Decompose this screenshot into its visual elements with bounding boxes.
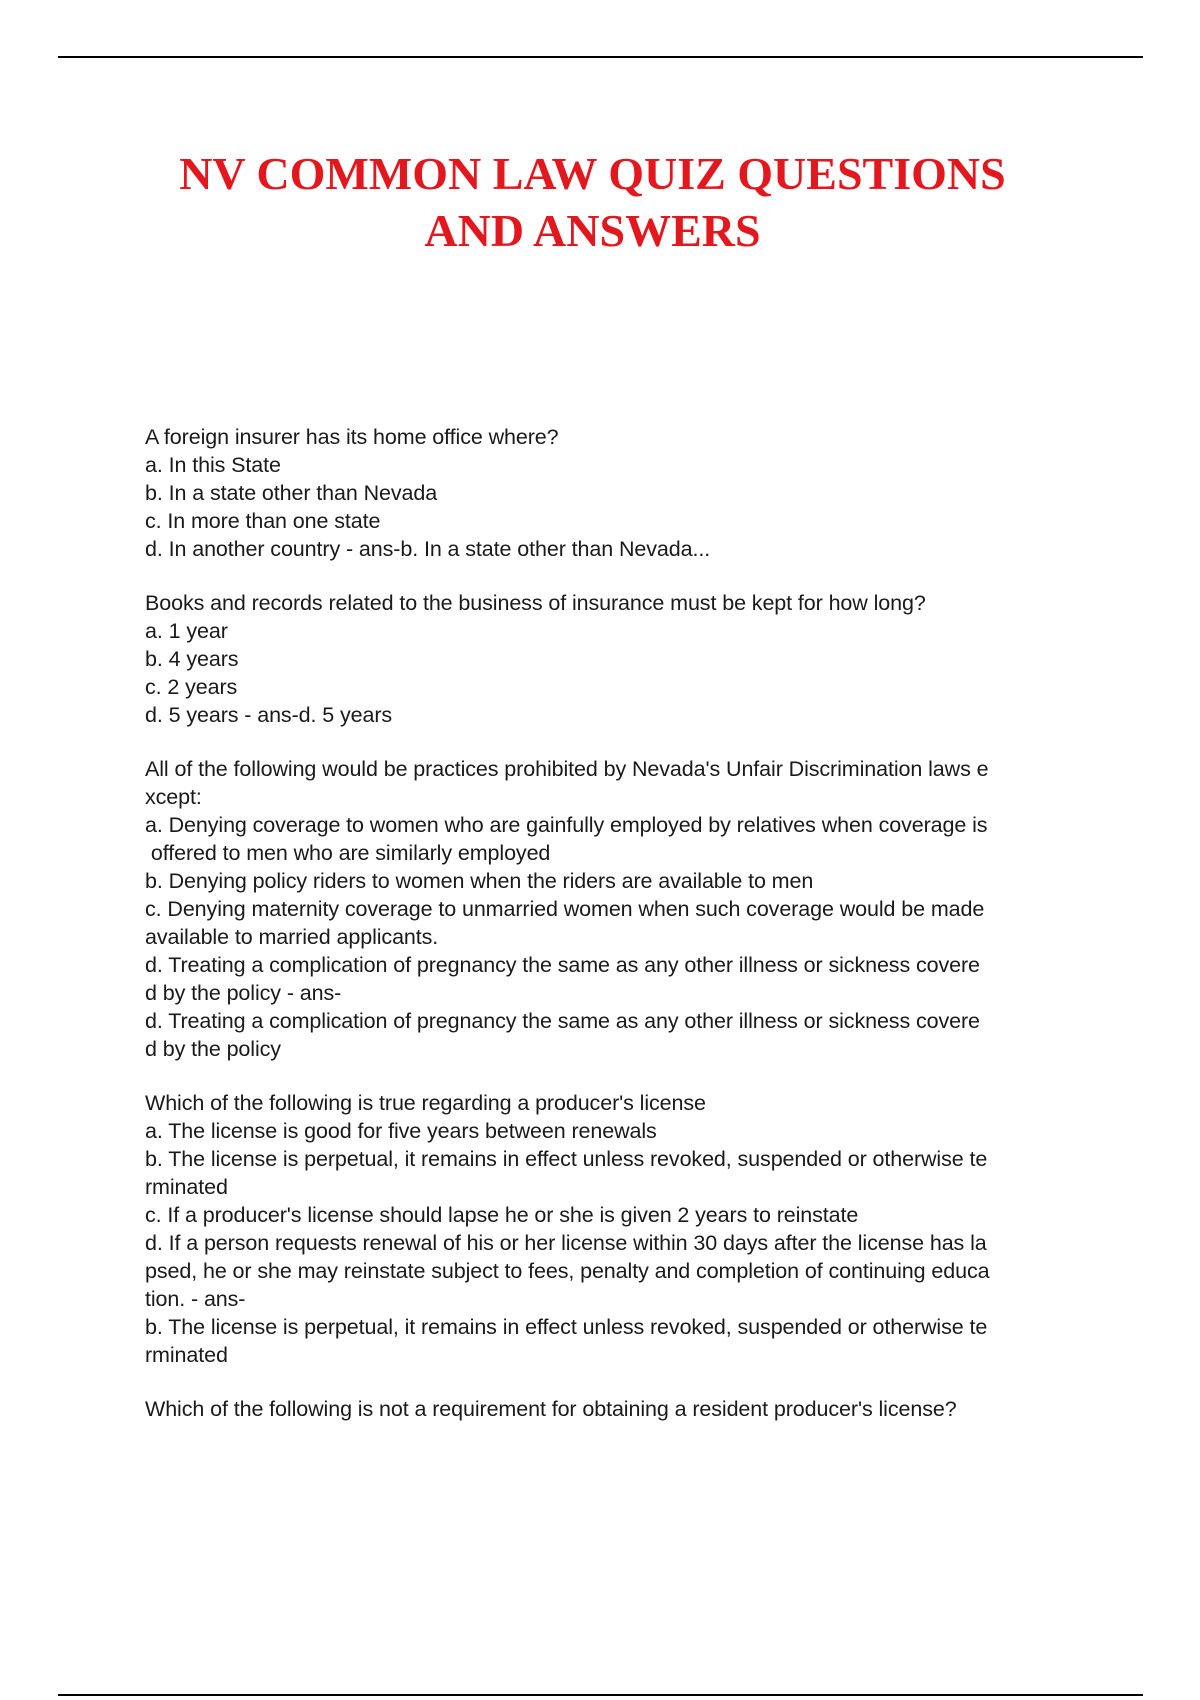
answer-option: c. 2 years xyxy=(145,675,238,699)
bottom-rule xyxy=(58,1694,1143,1696)
answer-option: c. Denying maternity coverage to unmarried women when such coverage would be made xyxy=(145,897,985,921)
answer-option: b. In a state other than Nevada xyxy=(145,481,438,505)
answer-option: d. In another country - ans-b. In a state other than Nevada... xyxy=(145,537,711,561)
question-block xyxy=(145,423,1095,563)
question-text: A foreign insurer has its home office where? xyxy=(145,425,559,449)
answer-option: b. The license is perpetual, it remains in effect unless revoked, suspended or otherwise te xyxy=(145,1147,988,1171)
question-text: Which of the following is true regarding a producer's license xyxy=(145,1091,706,1115)
question-block xyxy=(145,1395,1095,1423)
answer-text: d by the policy xyxy=(145,1037,281,1061)
answer-option: d by the policy - ans- xyxy=(145,981,342,1005)
question-text: All of the following would be practices prohibited by Nevada's Unfair Discrimination laws e xyxy=(145,757,989,781)
answer-text: b. The license is perpetual, it remains in effect unless revoked, suspended or otherwise te xyxy=(145,1315,988,1339)
answer-option: d. Treating a complication of pregnancy the same as any other illness or sickness covere xyxy=(145,953,980,977)
question-text: xcept: xyxy=(145,785,202,809)
question-text: Books and records related to the business of insurance must be kept for how long? xyxy=(145,591,926,615)
answer-option: psed, he or she may reinstate subject to fees, penalty and completion of continuing educa xyxy=(145,1259,990,1283)
answer-option: rminated xyxy=(145,1175,228,1199)
question-text: Which of the following is not a requirement for obtaining a resident producer's license? xyxy=(145,1397,957,1421)
document-title: NV COMMON LAW QUIZ QUESTIONS AND ANSWERS xyxy=(179,148,1006,256)
answer-option: c. In more than one state xyxy=(145,509,381,533)
answer-option: available to married applicants. xyxy=(145,925,439,949)
question-block xyxy=(145,755,1095,1063)
answer-option: d. 5 years - ans-d. 5 years xyxy=(145,703,393,727)
answer-option: a. Denying coverage to women who are gainfully employed by relatives when coverage is xyxy=(145,813,988,837)
question-block xyxy=(145,589,1095,729)
answer-option: a. 1 year xyxy=(145,619,228,643)
answer-option: a. In this State xyxy=(145,453,281,477)
answer-option: b. 4 years xyxy=(145,647,239,671)
answer-option: tion. - ans- xyxy=(145,1287,246,1311)
answer-option: d. If a person requests renewal of his or her license within 30 days after the license has la xyxy=(145,1231,987,1255)
answer-option: c. If a producer's license should lapse he or she is given 2 years to reinstate xyxy=(145,1203,859,1227)
top-rule xyxy=(58,56,1143,58)
answer-option: b. Denying policy riders to women when the riders are available to men xyxy=(145,869,814,893)
answer-text: rminated xyxy=(145,1343,228,1367)
answer-option: a. The license is good for five years between renewals xyxy=(145,1119,657,1143)
quiz-content xyxy=(145,423,1095,1449)
answer-option: offered to men who are similarly employed xyxy=(145,841,551,865)
question-block xyxy=(145,1089,1095,1369)
answer-text: d. Treating a complication of pregnancy the same as any other illness or sickness covere xyxy=(145,1009,980,1033)
